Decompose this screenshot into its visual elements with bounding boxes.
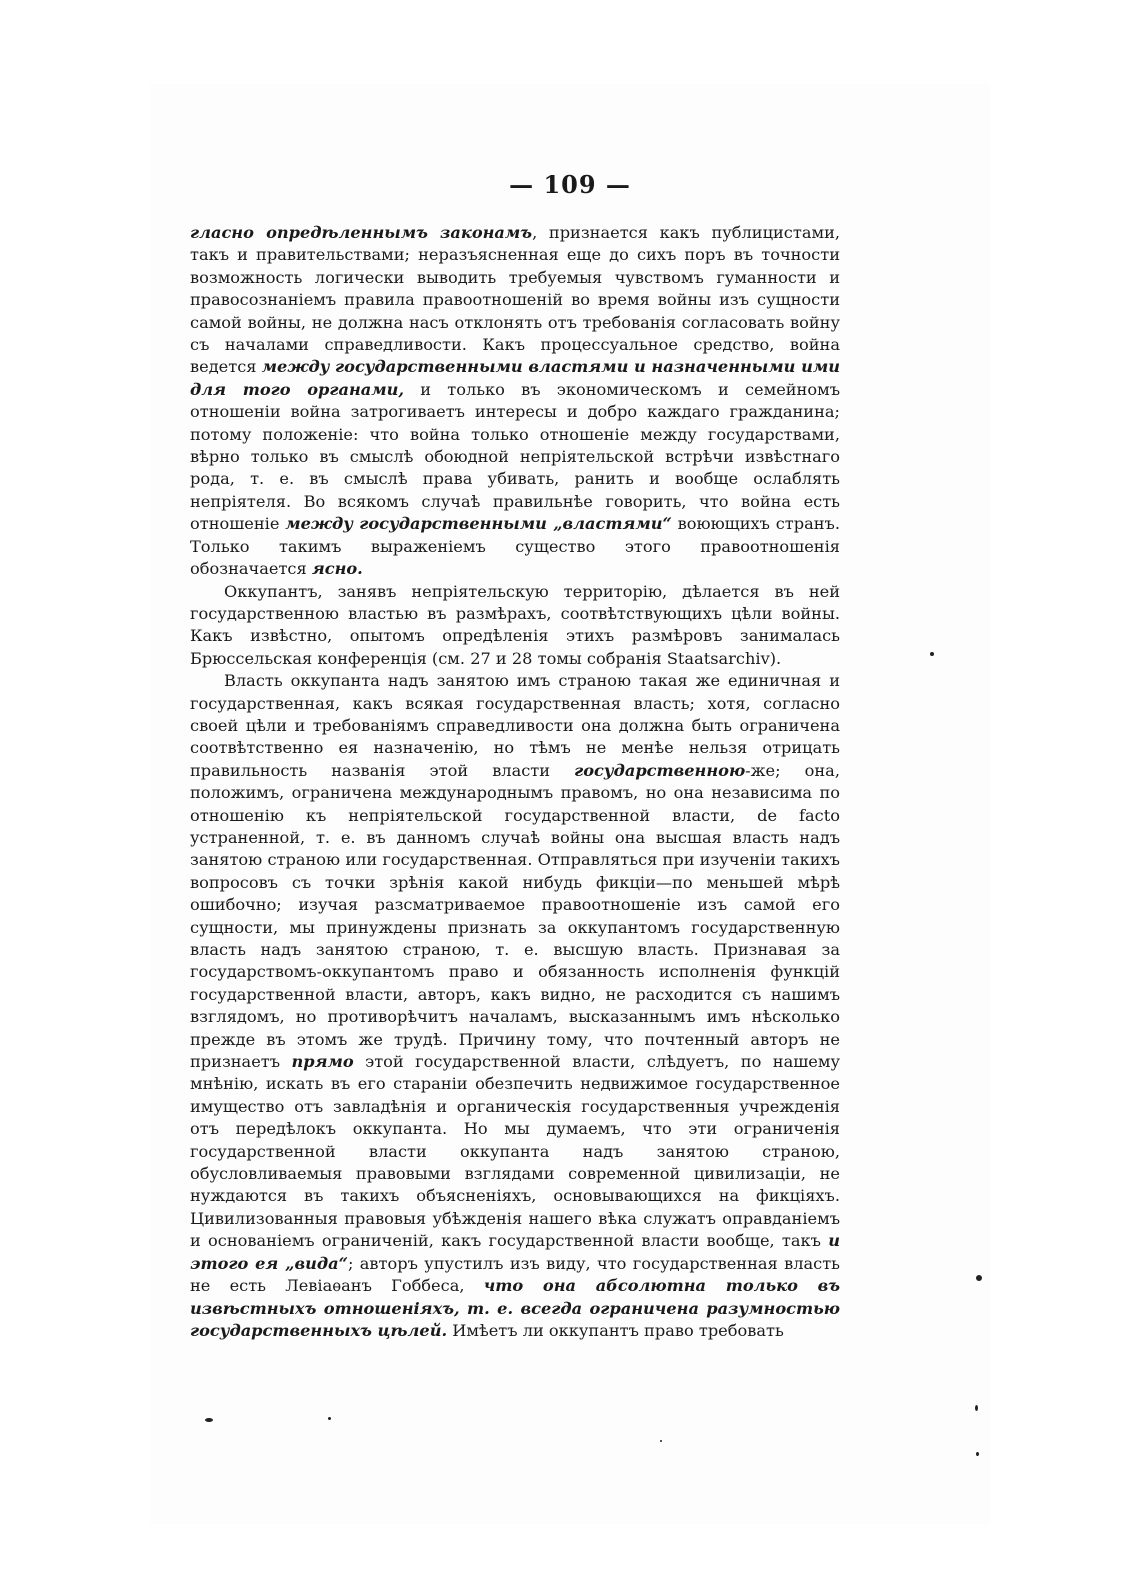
text-segment: -же; она, положимъ, ограничена международнымъ правомъ, но она независима по отношенію къ непріятельской государственной власти, de facto устраненной, т. е. въ данномъ случаѣ войны она высшая власть надъ занятою страною или государственная. Отправляться при изученіи такихъ вопросовъ съ точки зрѣнія какой нибудь фикціи—по меньшей мѣрѣ ошибочно; изучая разсматриваемое правоотношеніе изъ самой его сущности, мы принуждены признать за оккупантомъ государственную власть надъ занятою страною, т. е. высшую власть. Признавая за государствомъ-оккупантомъ право и обязанность исполненія функцій государственной власти, авторъ, какъ видно, не расходится съ нашимъ взглядомъ, но противорѣчитъ началамъ, высказаннымъ имъ нѣсколько прежде въ этомъ же трудѣ. Причину тому, что почтенный авторъ не признаетъ	[190, 760, 840, 1072]
text-segment: прямо	[291, 1052, 354, 1072]
body-text	[190, 222, 840, 1342]
text-segment: Власть оккупанта надъ занятою имъ страною такая же единичная и государственная, какъ всякая государственная власть; хотя, согласно своей цѣли и требованіямъ справедливости она должна быть ограничена соотвѣтственно ея назначенію, но тѣмъ не менѣе нельзя отрицать правильность названія этой власти	[190, 671, 840, 780]
text-segment: гласно опредѣленнымъ законамъ	[190, 223, 533, 242]
page-number: — 109 —	[509, 170, 631, 199]
text-segment: Оккупантъ, занявъ непріятельскую территорію, дѣлается въ ней государственною властью въ размѣрахъ, соотвѣтствующихъ цѣли войны. Какъ извѣстно, опытомъ опредѣленія этихъ размѣровъ занималась Брюссельская конференція (см. 27 и 28 томы собранія Staatsarchiv).	[190, 581, 840, 668]
text-segment: государственною	[574, 760, 746, 780]
scan-speck	[975, 1405, 978, 1411]
paragraph-3	[190, 670, 840, 1342]
text-segment: ясно.	[311, 559, 363, 579]
paragraph-1	[190, 222, 840, 581]
text-segment: и этого ея „вида“	[190, 1231, 840, 1273]
text-segment: этой государственной власти, слѣдуетъ, по нашему мнѣнію, искать въ его стараніи обезпечить недвижимое государственное имущество отъ завладѣнія и органическія государственныя учрежденія отъ передѣлокъ оккупанта. Но мы думаемъ, что эти ограниченія государственной власти оккупанта надъ занятою страною, обусловливаемыя правовыми взглядами современной цивилизаціи, не нуждаются въ такихъ объясненіяхъ, основывающихся на фикціяхъ. Цивилизованныя правовыя убѣжденія нашего вѣка служатъ оправданіемъ и основаніемъ ограниченій, какъ государственной власти вообще, такъ	[190, 1052, 840, 1251]
text-segment: что она абсолютна только въ извѣстныхъ отношеніяхъ, т. е. всегда ограничена разумностью государственныхъ цѣлей.	[190, 1276, 840, 1340]
text-segment: воюющихъ странъ. Только такимъ выраженіемъ существо этого правоотношенія обозначается	[190, 514, 840, 579]
text-segment: ; авторъ упустилъ изъ виду, что государственная власть не есть Левіаѳанъ Гоббеса,	[190, 1253, 840, 1296]
text-segment: и только въ экономическомъ и семейномъ отношеніи война затрогиваетъ интересы и добро каждаго гражданина; потому положеніе: что война только отношеніе между государствами, вѣрно только въ смыслѣ обоюдной непріятельской встрѣчи извѣстнаго рода, т. е. въ смыслѣ права убивать, ранить и вообще ослаблять непріятеля. Во всякомъ случаѣ правильнѣе говорить, что война есть отношеніе	[190, 379, 840, 534]
text-segment: между государственными „властями“	[285, 514, 672, 534]
scan-speck	[930, 652, 934, 656]
scan-speck	[976, 1452, 979, 1456]
text-segment: Имѣетъ ли оккупантъ право требовать	[447, 1320, 784, 1340]
text-segment: , признается какъ публицистами, такъ и правительствами; неразъясненная еще до сихъ поръ въ точности возможность логически выводить требуемыя чувствомъ гуманности и правосознаніемъ правила правоотношеній во время войны изъ сущности самой войны, не должна насъ отклонять отъ требованія согласовать войну съ началами справедливости. Какъ процессуальное средство, война ведется	[190, 223, 840, 377]
scan-speck	[976, 1275, 982, 1281]
text-segment: между государственными властями и назначенными ими для того органами,	[190, 357, 840, 399]
scan-speck	[660, 1440, 662, 1442]
paragraph-2	[190, 581, 840, 671]
scan-speck	[328, 1417, 331, 1420]
scan-speck	[205, 1418, 213, 1422]
